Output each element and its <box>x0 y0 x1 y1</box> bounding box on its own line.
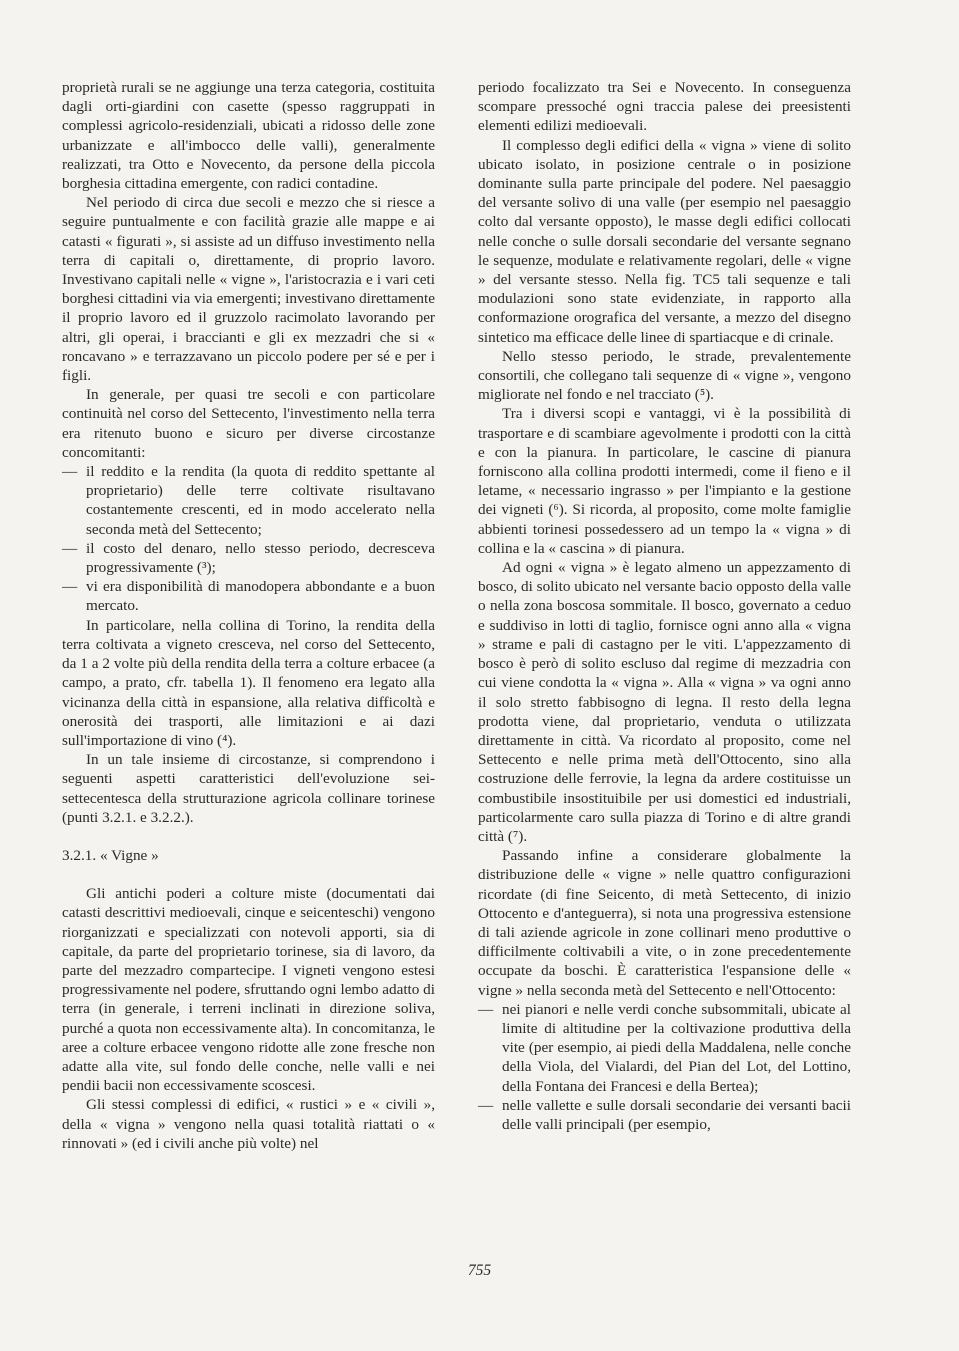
section-heading: 3.2.1. « Vigne » <box>62 846 159 864</box>
list-item: — il reddito e la rendita (la quota di reddito spettante al proprietario) delle terre coltivate risultavano costantemente crescenti, ed in modo accelerato nella seconda metà del Settecento; <box>62 462 435 539</box>
paragraph: Ad ogni « vigna » è legato almeno un appezzamento di bosco, di solito ubicato nel versante bacio opposto della valle o nella zona boscosa sommitale. Il bosco, governato a ceduo e suddiviso in lotti di taglio, fornisce ogni anno alla « vigna » strame e pali di castagno per le viti. L'appezzamento di bosco è però di solito escluso dal regime di mezzadria con cui viene condotta la « vigna ». Alla « vigna » va ogni anno il solo stretto fabbisogno di legna. Il resto della legna prodotta viene, dal proprietario, venduta o utilizzata direttamente in città. Va ricordato al proposito, come nel Settecento e nelle prima metà dell'Ottocento, sino alla costruzione delle ferrovie, la legna da ardere costituisse un combustibile insostituibile per usi domestici ed industriali, particolarmente caro sulla piazza di Torino e di altre grandi città (⁷). <box>478 559 851 845</box>
paragraph: In un tale insieme di circostanze, si comprendono i seguenti aspetti caratteristici dell'evoluzione sei-settecentesca della strutturazione agricola collinare torinese (punti 3.2.1. e 3.2.2.). <box>62 751 435 826</box>
paragraph: Nel periodo di circa due secoli e mezzo che si riesce a seguire puntualmente e con facilità grazie alle mappe e ai catasti « figurati », si assiste ad un diffuso investimento nella terra di capitali o, direttamente, di proprio lavoro. Investivano capitali nelle « vigne », l'aristocrazia e i vari ceti borghesi cittadini via via emergenti; investivano direttamente il proprio lavoro ed il gruzzolo racimolato lavorando per altri, gli operai, i braccianti e gli ex mezzadri che si « roncavano » e terrazzavano un piccolo podere per sé e per i figli. <box>62 194 435 385</box>
paragraph: Gli stessi complessi di edifici, « rustici » e « civili », della « vigna » vengono nella quasi totalità riattati o « rinnovati » (ed i civili anche più volte) nel <box>62 1096 435 1152</box>
page-number: 755 <box>467 1262 492 1279</box>
paragraph: Gli antichi poderi a colture miste (documentati dai catasti descrittivi medioevali, cinque e seicenteschi) vengono riorganizzati e specializzati con notevoli apporti, sia di capitale, da parte del proprietario torinese, sia di lavoro, da parte del mezzadro compartecipe. I vigneti vengono estesi progressivamente nel podere, sfruttando ogni lembo adatto di terra (in generale, i terreni inclinati in direzione soliva, purché a quota non eccessivamente alta). In concomitanza, le aree a colture erbacee vengono ridotte alle zone fresche non adatte alla vite, sul fondo delle conche, nelle valli e nei pendii bacii non eccessivamente scoscesi. <box>62 885 435 1095</box>
right-column <box>478 78 851 1134</box>
list-item: — il costo del denaro, nello stesso periodo, decresceva progressivamente (³); <box>62 539 435 577</box>
paragraph: periodo focalizzato tra Sei e Novecento. In conseguenza scompare pressoché ogni traccia palese dei preesistenti elementi edilizi medioevali. <box>478 79 851 135</box>
list-item: — vi era disponibilità di manodopera abbondante e a buon mercato. <box>62 577 435 615</box>
paragraph: In particolare, nella collina di Torino, la rendita della terra coltivata a vigneto cresceva, nel corso del Settecento, da 1 a 2 volte più della rendita della terra a colture erbacee (a campo, a prato, cfr. tabella 1). Il fenomeno era legato alla vicinanza della città in espansione, alla relativa difficoltà e onerosità dei trasporti, alle limitazioni e ai dazi sull'importazione di vino (⁴). <box>62 616 435 749</box>
list-item: — nelle vallette e sulle dorsali secondarie dei versanti bacii delle valli principali (per esempio, <box>478 1096 851 1134</box>
paragraph: In generale, per quasi tre secoli e con particolare continuità nel corso del Settecento, l'investimento nella terra era ritenuto buono e sicuro per diverse circostanze concomitanti: <box>62 386 435 461</box>
paragraph: Passando infine a considerare globalmente la distribuzione delle « vigne » nelle quattro configurazioni ricordate (di fine Seicento, di metà Settecento, di inizio Ottocento e d'anteguerra), si nota una progressiva estensione di tali aziende agricole in zone collinari meno produttive o difficilmente coltivabili a vite, o in zone precedentemente occupate da boschi. È caratteristica l'espansione delle « vigne » nella seconda metà del Settecento e nell'Ottocento: <box>478 847 851 999</box>
list-item: — nei pianori e nelle verdi conche subsommitali, ubicate al limite di altitudine per la coltivazione produttiva della vite (per esempio, ai piedi della Maddalena, nelle conche della Viola, del Vialardi, del Pian del Lot, del Lottino, della Fontana dei Francesi e della Bertea); <box>478 1000 851 1096</box>
paragraph: Nello stesso periodo, le strade, prevalentemente consortili, che collegano tali sequenze di « vigne », vengono migliorate nel fondo e nel tracciato (⁵). <box>478 347 851 404</box>
left-column <box>62 78 435 1153</box>
paragraph: proprietà rurali se ne aggiunge una terza categoria, costituita dagli orti-giardini con casette (spesso raggruppati in complessi agricolo-residenziali, ubicati a ridosso delle zone urbanizzate e all'imbocco delle valli), generalmente realizzati, tra Otto e Novecento, da persone della piccola borghesia cittadina emergente, con radici contadine. <box>62 79 435 193</box>
paragraph: Tra i diversi scopi e vantaggi, vi è la possibilità di trasportare e di scambiare agevolmente i prodotti con la città e con la pianura. In particolare, le cascine di pianura forniscono alla collina prodotti intermedi, come il fieno e il letame, « necessario ingrasso » per l'impianto e la gestione dei vigneti (⁶). Si ricorda, al proposito, come molte famiglie abbienti torinesi possedessero ad un tempo la « vigna » di collina e la « cascina » di pianura. <box>478 405 851 557</box>
paragraph: Il complesso degli edifici della « vigna » viene di solito ubicato isolato, in posizione centrale o in posizione dominante sulla parte principale del podere. Nel paesaggio del versante solivo di una valle (per esempio nel paesaggio colto dal versante opposto), le masse degli edifici collocati nelle conche o sulle dorsali secondarie del versante segnano le sequenze, modulate e relativamente regolari, delle « vigne » del versante stesso. Nella fig. TC5 tali sequenze e tali modulazioni sono state evidenziate, in rapporto alla conformazione orografica del versante, a mezzo del disegno sintetico ma efficace delle linee di spartiacque e di crinale. <box>478 136 851 346</box>
